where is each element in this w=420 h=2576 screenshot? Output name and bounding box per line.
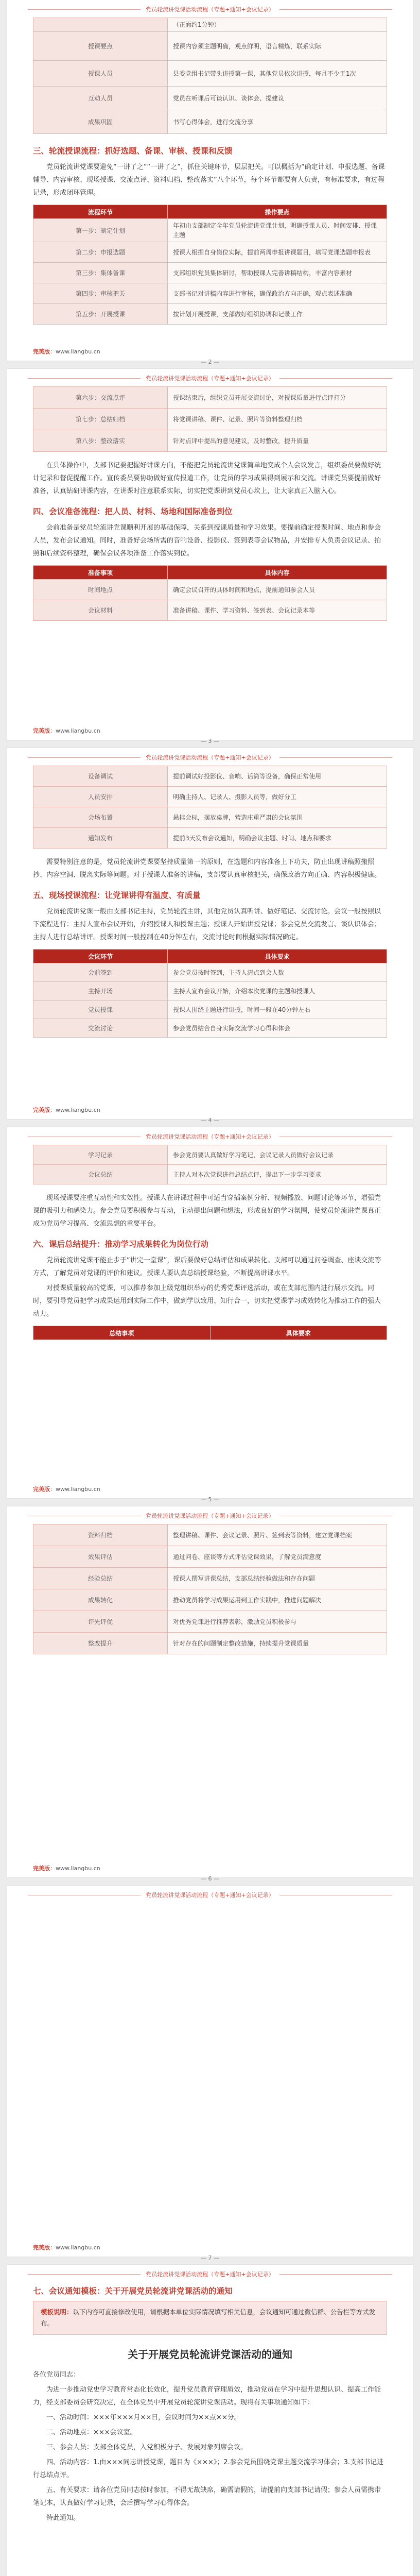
paragraph: 二、活动地点：×××会议室。 xyxy=(46,2429,137,2436)
page-2 xyxy=(7,0,413,365)
page-footer: 完美版：www.liangbu.cn — 4 — xyxy=(33,1106,387,1114)
meeting-table: 学习记录 参会党员要认真做好学习笔记，会议记录人员做好会议记录 会议总结 主持人对本次党课进行总结点评，提出下一步学习要求 xyxy=(33,1145,387,1184)
page-6 xyxy=(7,1506,413,1882)
section-title: 五、现场授课流程：让党课讲得有温度、有质量 xyxy=(33,891,201,900)
paragraph: 现场授课要注重互动性和实效性。授课人在讲课过程中可适当穿插案例分析、视频播放、问题讨论等环节，增强党课的吸引力和感染力。参会党员要积极参与互动，主动提出问题和想法，形成良好的学习氛围，使党员轮流讲党课真正成为党员学习提高、交流思想的重要平台。 xyxy=(33,1194,381,1228)
page-number: — 6 — xyxy=(201,1875,219,1882)
page-number: — 3 — xyxy=(201,738,219,744)
notice-title: 关于开展党员轮流讲党课活动的通知 xyxy=(128,2348,292,2361)
page-3 xyxy=(7,369,413,744)
page-5 xyxy=(7,1127,413,1503)
page-8 xyxy=(7,2265,413,2576)
page-number: — 4 — xyxy=(201,1117,219,1124)
preparation-table: 设备调试 提前调试好投影仪、音响、话筒等设备，确保正常使用 人员安排 明确主持人、记录人、摄影人员等，做好分工 会场布置 悬挂会标，摆放桌牌，营造庄重严肃的会议氛围 通知发布 提前3天发布会议通知，明确会议主题、时间、地点和要求 xyxy=(33,766,387,849)
paragraph: 四、活动内容：1.由×××同志讲授党课，题目为《×××》；2.参会党员围绕党课主题交流学习体会；3.支部书记进行总结点评。 xyxy=(33,2459,384,2479)
page-footer: 完美版：www.liangbu.cn — 7 — xyxy=(33,2243,387,2251)
page-number: — 2 — xyxy=(201,359,219,365)
page-footer: 完美版：www.liangbu.cn — 6 — xyxy=(33,1864,387,1872)
page-footer: 完美版：www.liangbu.cn — 2 — xyxy=(33,347,387,355)
preparation-table: 准备事项 具体内容 时间地点 确定会议召开的具体时间和地点，提前通知参会人员 会议材料 准备讲稿、课件、学习资料、签到表、会议记录本等 xyxy=(33,565,387,621)
content-table: （正面约1分钟） 授课要点 授课内容须主题明确，观点鲜明，语言精炼，联系实际 授课人员 县委党组书记带头讲授第一课，其他党员依次讲授，每月不少于1次 互动人员 党员在听课后可谈认识、谈体会、提建议 成果巩固 书写心得体会，进行交流分享 xyxy=(33,18,387,134)
paragraph: 党员轮流讲党课不能止步于“讲完一堂课”，课后要做好总结评估和成果转化。支部可以通过问卷调查、座谈交流等方式，了解党员对党课的评价和建议。授课人要认真总结授课经验，不断提高讲课水平。 xyxy=(33,1257,381,1277)
paragraph: 对授课质量较高的党课，可以推荐参加上级党组织举办的优秀党课评选活动，或在支部范围内进行展示交流。同时，要引导党员把学习成果运用到实际工作中，做到学以致用、知行合一，切实把党课学习成效转化为推动工作的强大动力。 xyxy=(33,1284,381,1318)
meeting-table: 会议环节 具体要求 会前签到 参会党员按时签到，主持人清点到会人数 主持开场 主持人宣布会议开始，介绍本次党课的主题和授课人 党员授课 授课人围绕主题进行讲授，时间一般在40分钟左右 交流讨论 参会党员结合自身实际交流学习心得和体会 xyxy=(33,949,387,1038)
paragraph: 特此通知。 xyxy=(46,2514,80,2522)
greeting: 各位党员同志： xyxy=(33,2371,80,2379)
page-header: 党员轮流讲党课活动流程（专题+通知+会议记录） xyxy=(7,1891,413,1899)
section-title: 六、课后总结提升：推动学习成果转化为岗位行动 xyxy=(33,1240,209,1249)
page-header: 党员轮流讲党课活动流程（专题+通知+会议记录） xyxy=(7,753,413,761)
section-title: 三、轮流授课流程：抓好选题、备课、审核、授课和反馈 xyxy=(33,146,233,156)
section-title: 七、会议通知模板：关于开展党员轮流讲党课活动的通知 xyxy=(33,2286,233,2296)
section-title: 四、会议准备流程：把人员、材料、场地和国际准备到位 xyxy=(33,507,233,516)
paragraph: 会前准备是党员轮流讲党课顺利开展的基础保障，关系到授课质量和学习效果。要提前确定授课时间、地点和参会人员，发布会议通知。同时，准备好会场所需的音响设备、投影仪、签到表等会议物品，并安排专人负责会议记录、拍照和后续资料整理，确保会议各项准备工作落实到位。 xyxy=(33,524,381,557)
paragraph: 在具体操作中，支部书记要把握好讲课方向，不能把党员轮流讲党课简单地变成个人会议发言，组织委员要做好统计记录和督促提醒工作。宣传委员要协助做好宣传报道工作，让党员的学习成果得到展示和交流。讲课党员要提前做好准备，认真钻研讲课内容，在讲课时注意联系实际，切实把党课讲到党员心坎上，让大家真正入脑入心。 xyxy=(33,462,381,495)
paragraph: 需要特别注意的是，党员轮流讲党课要坚持质量第一的原则，在选题和内容准备上下功夫，防止出现讲稿照搬照抄、内容空洞、脱离实际等问题。对于授课人准备的讲稿，支部要认真审核把关，确保政治方向正确、内容积极健康。 xyxy=(33,858,381,879)
paragraph: 五、有关要求：请各位党员同志按时参加，不得无故缺席，确需请假的，请提前向支部书记请假；参会人员需携带笔记本，认真做好学习记录，会后撰写学习心得体会。 xyxy=(33,2486,381,2507)
page-number: — 7 — xyxy=(201,2255,219,2261)
paragraph: 党员轮流讲党课要避免“一讲了之”“一讲了之”，抓住关键环节，层层把关。可以概括为“确定计划、申报选题、备课辅导、内容审核、现场授课、交流点评、资料归档、整改落实”八个环节，每个环节都要有人负责，有标准要求，有过程记录，形成闭环管理。 xyxy=(33,163,385,197)
process-table: 流程环节 操作要点 第一步：制定计划 年初由支部制定全年党员轮流讲党课计划，明确授课人员、时间安排、授课主题 第二步：申报选题 授课人根据自身岗位实际，提前两周申报讲课题目，填写党课选题申报表 第三步：集体备课 支部组织党员集体研讨，帮助授课人完善讲稿结构，丰富内容素材 第四步：审核把关 支部书记对讲稿内容进行审核，确保政治方向正确，观点表述准确 第五步：开展授课 按计划开展授课，支部做好组织协调和记录工作 xyxy=(33,205,387,325)
page-number: — 5 — xyxy=(201,1496,219,1503)
process-table: 第六步：交流点评 授课结束后，组织党员开展交流讨论，对授课质量进行点评打分 第七步：总结归档 将党课讲稿、课件、记录、照片等资料整理归档 第八步：整改落实 针对点评中提出的意见建议，及时整改，提升质量 xyxy=(33,386,387,452)
page-header: 党员轮流讲党课活动流程（专题+通知+会议记录） xyxy=(7,2270,413,2278)
page-header: 党员轮流讲党课活动流程（专题+通知+会议记录） xyxy=(7,1512,413,1520)
template-note: 模板说明：以下内容可直接修改使用，请根据本单位实际情况填写相关信息，会议通知可通过微信群、公告栏等方式发布。 xyxy=(33,2301,387,2335)
summary-table: 资料归档 整理讲稿、课件、会议记录、照片、签到表等资料，建立党课档案 效果评估 通过问卷、座谈等方式评估党课效果，了解党员满意度 经验总结 授课人撰写讲课总结，支部总结经验做法和存在问题 成果转化 推动党员将学习成果运用到工作实践中，推进问题解决 评先评优 对优秀党课进行推荐表彰，激励党员积极参与 整改提升 针对存在的问题制定整改措施，持续提升党课质量 xyxy=(33,1524,387,1654)
page-4 xyxy=(7,748,413,1124)
page-footer: 完美版：www.liangbu.cn — 5 — xyxy=(33,1485,387,1493)
page-header: 党员轮流讲党课活动流程（专题+通知+会议记录） xyxy=(7,374,413,382)
paragraph: 一、活动时间：×××年×××月××日，会议时间为××点××分。 xyxy=(46,2414,241,2421)
page-footer: 完美版：www.liangbu.cn — 3 — xyxy=(33,726,387,735)
page-header: 党员轮流讲党课活动流程（专题+通知+会议记录） xyxy=(7,1132,413,1141)
page-header: 党员轮流讲党课活动流程（专题+通知+会议记录） xyxy=(7,5,413,13)
paragraph: 党员轮流讲党课一般由支部书记主持，党员轮流主讲，其他党员认真听讲、做好笔记、交流讨论。会议一般按照以下流程进行：主持人宣布会议开始，介绍授课人和授课主题；授课人开始讲授党课；参会党员交流发言、谈认识体会；主持人进行总结讲评。授课时间一般控制在40分钟左右，交流讨论时间根据实际情况确定。 xyxy=(33,908,381,941)
page-7 xyxy=(7,1886,413,2261)
paragraph: 三、参会人员：支部全体党员，入党积极分子、发展对象列席会议。 xyxy=(46,2444,248,2451)
paragraph: 为进一步推动党史学习教育常态化长效化，提升党员教育管理质效，推动党员在学习中提升思想认识、提高工作能力，经支部委员会研究决定，在全体党员中开展党员轮流讲党课活动。现将有关事项通知如下： xyxy=(33,2386,381,2406)
summary-table-header: 总结事项 具体要求 xyxy=(33,1326,387,1340)
